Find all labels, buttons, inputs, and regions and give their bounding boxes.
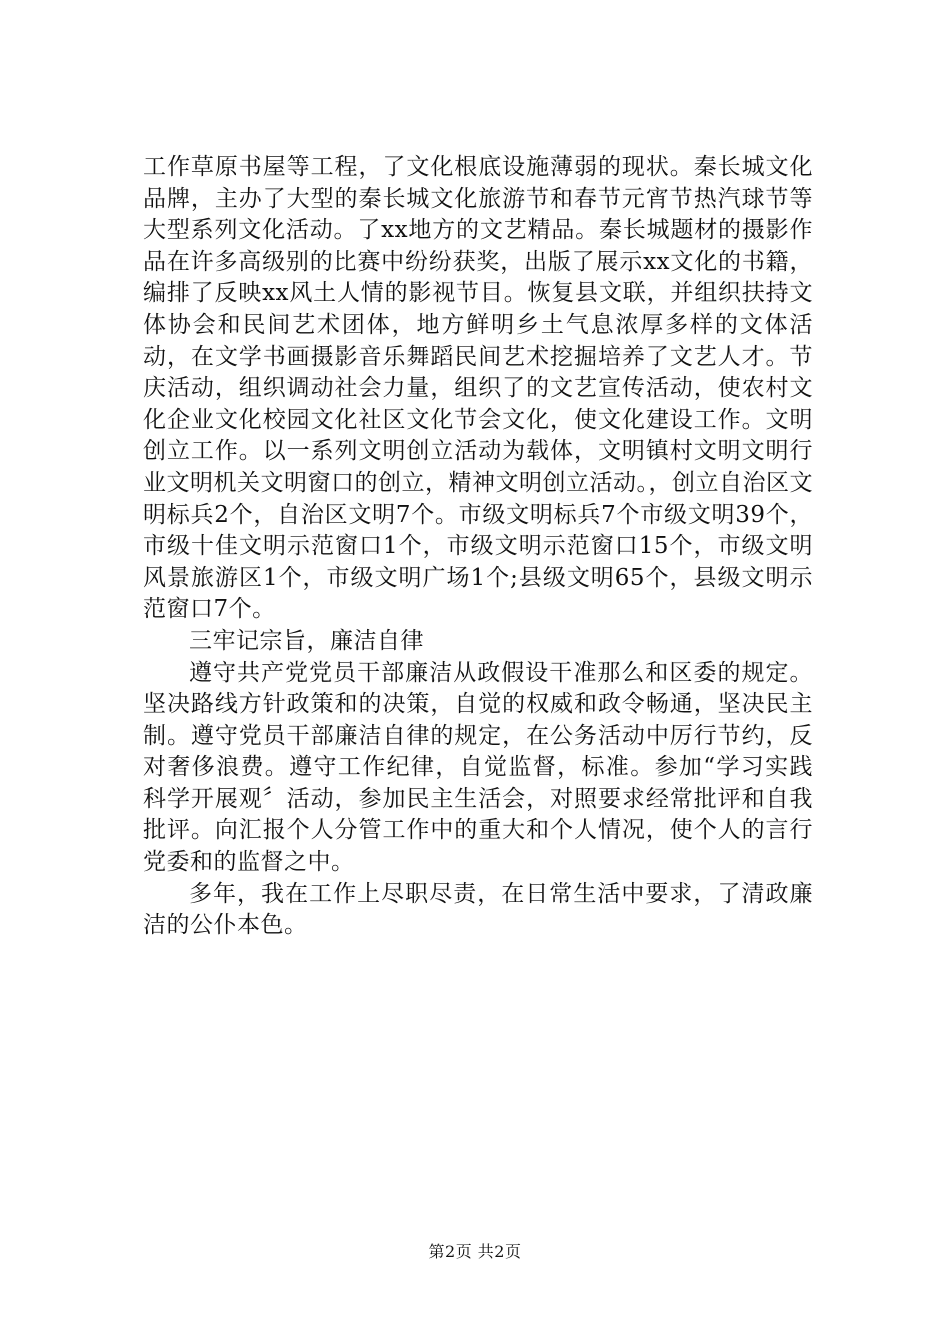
paragraph-continuation: 工作草原书屋等工程，了文化根底设施薄弱的现状。秦长城文化品牌，主办了大型的秦长城文化旅游节和春节元宵节热汽球节等大型系列文化活动。了xx地方的文艺精品。秦长城题材的摄影作品在许多高级别的比赛中纷纷获奖，出版了展示xx文化的书籍，编排了反映xx风土人情的影视节目。恢复县文联，并组织扶持文体协会和民间艺术团体，地方鲜明乡土气息浓厚多样的文体活动，在文学书画摄影音乐舞蹈民间艺术挖掘培养了文艺人才。节庆活动，组织调动社会力量，组织了的文艺宣传活动，使农村文化企业文化校园文化社区文化节会文化，使文化建设工作。文明创立工作。以一系列文明创立活动为载体，文明镇村文明文明行业文明机关文明窗口的创立，精神文明创立活动。，创立自治区文明标兵2个，自治区文明7个。市级文明标兵7个市级文明39个，市级十佳文明示范窗口1个，市级文明示范窗口15个，市级文明风景旅游区1个，市级文明广场1个;县级文明65个，县级文明示范窗口7个。 [143,154,813,623]
paragraph-closing: 多年，我在工作上尽职尽责，在日常生活中要求，了清政廉洁的公仆本色。 [143,880,813,939]
page-number-footer: 第2页 共2页 [428,1242,522,1261]
document-body [143,152,813,942]
section-heading: 三牢记宗旨，廉洁自律 [189,627,424,654]
paragraph-integrity: 遵守共产党党员干部廉洁从政假设干准那么和区委的规定。坚决路线方针政策和的决策，自觉的权威和政令畅通，坚决民主制。遵守党员干部廉洁自律的规定，在公务活动中厉行节约，反对奢侈浪费。遵守工作纪律，自觉监督，标准。参加“学习实践科学开展观〞活动，参加民主生活会，对照要求经常批评和自我批评。向汇报个人分管工作中的重大和个人情况，使个人的言行党委和的监督之中。 [143,659,813,876]
